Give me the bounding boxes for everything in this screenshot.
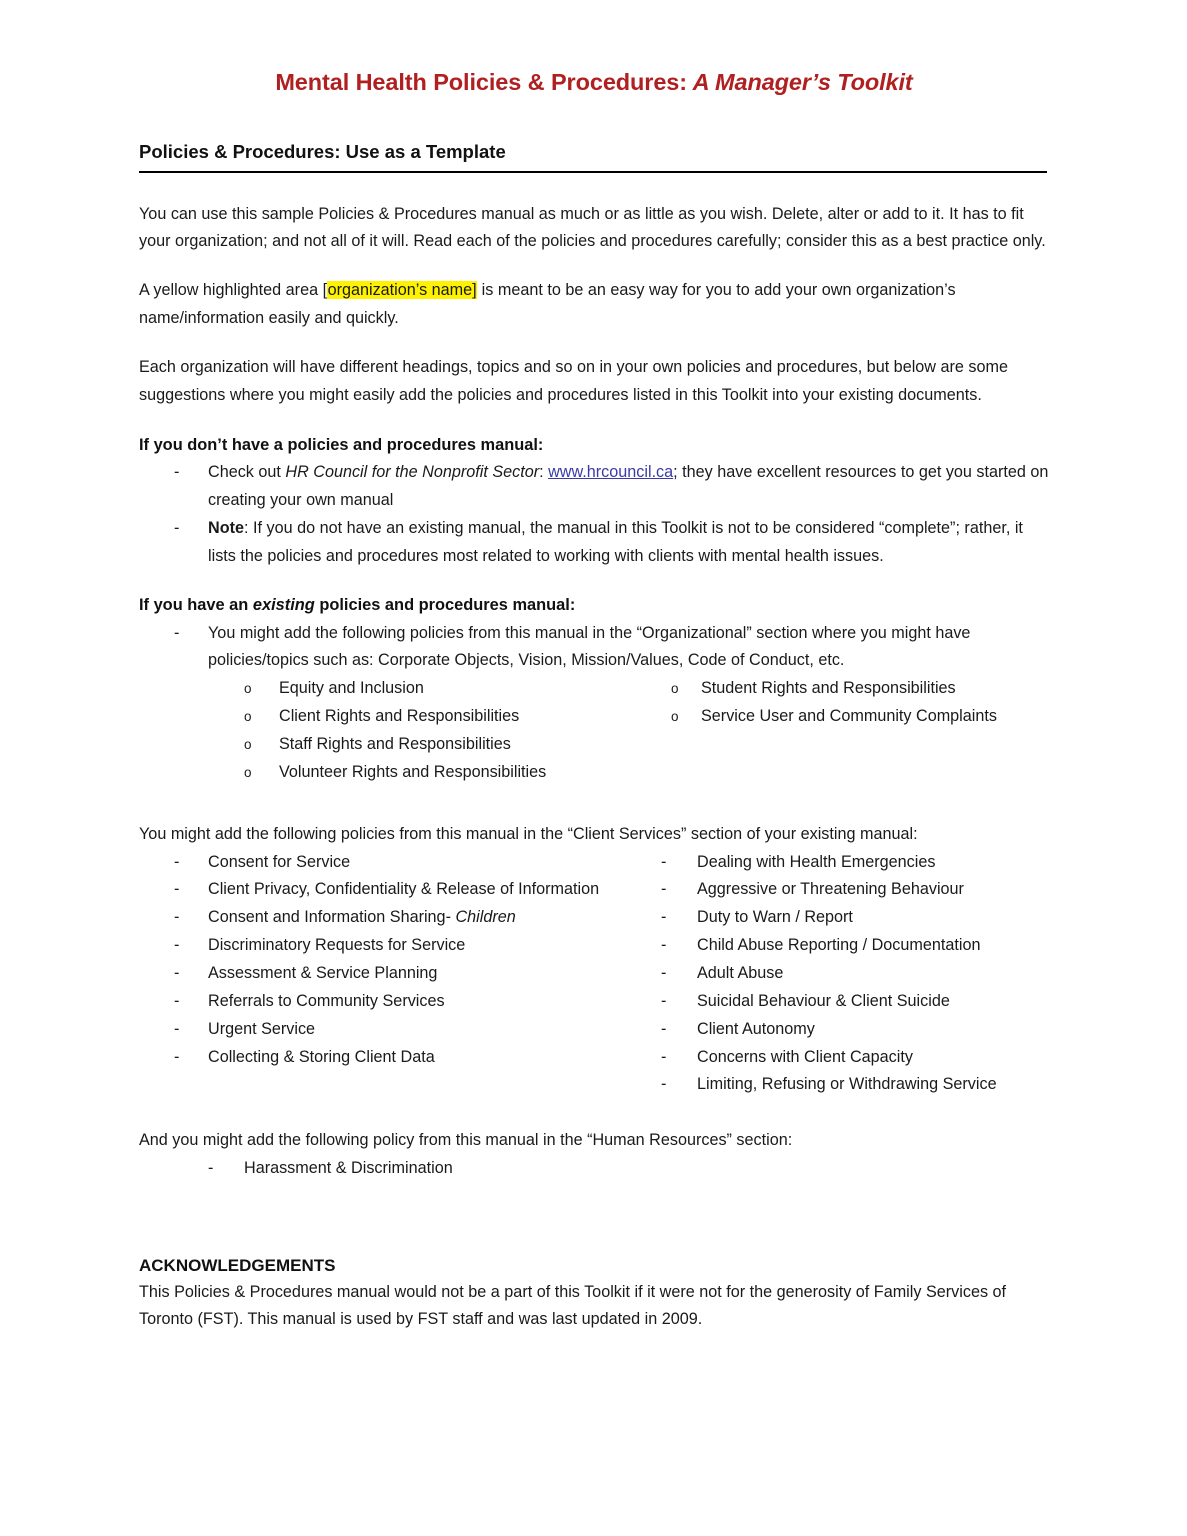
list-item-text: Concerns with Client Capacity (697, 1047, 913, 1066)
list-item-text: Equity and Inclusion (279, 679, 424, 698)
list-item-text: Client Privacy, Confidentiality & Release of Information (208, 880, 600, 899)
human-resources-intro: And you might add the following policy from this manual in the “Human Resources” section: (139, 1131, 793, 1150)
heading-text-after: policies and procedures manual: (314, 596, 576, 615)
list-item-text: Harassment & Discrimination (244, 1159, 453, 1178)
heading-existing-manual (139, 591, 1049, 619)
note-text: : If you do not have an existing manual, the manual in this Toolkit is not to be considered “complete”; rather, it lists the policies and procedures most related to working with clients with mental health issues. (208, 518, 1023, 565)
dash-bullet-icon: - (174, 936, 180, 955)
circle-bullet-icon: o (244, 764, 252, 780)
list-item-text: Child Abuse Reporting / Documentation (697, 936, 981, 955)
list-item (639, 849, 1047, 877)
dash-bullet-icon: - (661, 936, 667, 955)
spacer (139, 256, 1049, 277)
list-item (139, 960, 639, 988)
list-item (139, 1155, 1049, 1183)
list-item (139, 988, 639, 1016)
list-item (639, 988, 1047, 1016)
intro-paragraph-3: Each organization will have different headings, topics and so on in your own policies and procedures, but below are some suggestions where you might easily add the policies and procedures listed in this Toolkit into your existing documents. (139, 358, 1008, 404)
dash-bullet-icon: - (174, 1019, 180, 1038)
spacer (139, 787, 1049, 821)
section-heading: Policies & Procedures: Use as a Template (139, 141, 1047, 172)
circle-bullet-icon: o (671, 681, 679, 697)
organizational-topics-columns (139, 675, 1047, 786)
hr-council-title: HR Council for the Nonprofit Sector (285, 462, 540, 481)
dash-bullet-icon: - (661, 908, 667, 927)
list-item-text-after: ; they have excellent resources to get you started on creating your own manual (208, 462, 1049, 509)
hrcouncil-link[interactable]: www.hrcouncil.ca (548, 462, 674, 481)
circle-bullet-icon: o (671, 709, 679, 725)
dash-bullet-icon: - (174, 852, 180, 871)
list-item-text: Staff Rights and Responsibilities (279, 735, 511, 754)
spacer (139, 570, 1049, 591)
client-services-left-column (139, 849, 639, 1100)
dash-bullet-icon: - (174, 964, 180, 983)
list-item-text: Suicidal Behaviour & Client Suicide (697, 991, 950, 1010)
client-services-columns (139, 849, 1047, 1100)
highlight-suffix-text: is meant to be an easy way for you to add your own organization’s name/information easily and quickly. (139, 281, 956, 328)
circle-bullet-icon: o (244, 709, 252, 725)
list-item-text: Assessment & Service Planning (208, 964, 438, 983)
organization-name-highlight: organization’s name] (327, 281, 477, 300)
list-item-text: Discriminatory Requests for Service (208, 936, 466, 955)
list-item (139, 876, 639, 904)
list-item (639, 932, 1047, 960)
list-item-text-italic: Children (455, 908, 516, 927)
organizational-topics-left-column (139, 675, 639, 786)
dash-bullet-icon: - (208, 1159, 214, 1178)
dash-bullet-icon: - (174, 991, 180, 1010)
list-item (639, 1044, 1047, 1072)
list-item-text: Student Rights and Responsibilities (701, 679, 956, 698)
list-item (639, 904, 1047, 932)
dash-bullet-icon: - (174, 623, 180, 642)
spacer (139, 333, 1049, 354)
list-item (139, 1016, 639, 1044)
dash-bullet-icon: - (174, 908, 180, 927)
highlight-prefix-text: A yellow highlighted area [ (139, 281, 328, 300)
dash-bullet-icon: - (174, 880, 180, 899)
list-item-text: Consent for Service (208, 852, 351, 871)
list-item (639, 675, 1047, 703)
client-services-right-list (639, 849, 1047, 1100)
intro-paragraph-2 (139, 277, 1049, 333)
acknowledgements-body: This Policies & Procedures manual would not be a part of this Toolkit if it were not for the generosity of Family Services of Toronto (FST). This manual is used by FST staff and was last updated in 2009. (139, 1282, 1007, 1329)
existing-manual-list (139, 620, 1049, 676)
spacer (139, 1183, 1049, 1253)
list-item-text-mid: : (539, 462, 549, 481)
dash-bullet-icon: - (661, 1019, 667, 1038)
dash-bullet-icon: - (661, 991, 667, 1010)
list-item (139, 459, 1049, 515)
list-item-text: Duty to Warn / Report (697, 908, 853, 927)
heading-text-italic: existing (252, 596, 315, 615)
acknowledgements-heading: ACKNOWLEDGEMENTS (139, 1256, 336, 1276)
list-item-text: Referrals to Community Services (208, 991, 445, 1010)
client-services-left-list (139, 849, 639, 1072)
spacer (139, 173, 1049, 201)
list-item (139, 932, 639, 960)
page-title-subtitle: A Manager’s Toolkit (687, 69, 913, 95)
dash-bullet-icon: - (661, 880, 667, 899)
dash-bullet-icon: - (174, 1047, 180, 1066)
list-item (639, 960, 1047, 988)
list-item (639, 703, 1047, 731)
list-item (139, 759, 639, 787)
circle-bullet-icon: o (244, 737, 252, 753)
organizational-topics-right-column (639, 675, 1047, 786)
list-item-text: Urgent Service (208, 1019, 316, 1038)
client-services-right-column (639, 849, 1047, 1100)
note-label: Note (208, 518, 244, 537)
heading-no-manual: If you don’t have a policies and procedures manual: (139, 435, 544, 454)
list-item-text: Dealing with Health Emergencies (697, 852, 936, 871)
list-item-text: You might add the following policies from this manual in the “Organizational” section where you might have policies/topics such as: Corporate Objects, Vision, Mission/Values, Code of Conduct, etc. (208, 623, 971, 670)
list-item (139, 731, 639, 759)
list-item-text-before: Check out (208, 462, 286, 481)
page-title (139, 0, 1049, 97)
dash-bullet-icon: - (174, 462, 180, 481)
list-item (639, 1016, 1047, 1044)
list-item-text: Volunteer Rights and Responsibilities (279, 762, 547, 781)
list-item (139, 849, 639, 877)
list-item (139, 620, 1049, 676)
dash-bullet-icon: - (661, 1047, 667, 1066)
human-resources-list (139, 1155, 1049, 1183)
dash-bullet-icon: - (661, 852, 667, 871)
list-item-text: Client Autonomy (697, 1019, 815, 1038)
dash-bullet-icon: - (661, 964, 667, 983)
no-manual-list (139, 459, 1049, 570)
dash-bullet-icon: - (174, 518, 180, 537)
list-item-text: Aggressive or Threatening Behaviour (697, 880, 964, 899)
list-item (139, 904, 639, 932)
list-item-text: Limiting, Refusing or Withdrawing Service (697, 1075, 997, 1094)
list-item-text: Collecting & Storing Client Data (208, 1047, 435, 1066)
organizational-topics-right-list (639, 675, 1047, 731)
list-item-text: Service User and Community Complaints (701, 707, 997, 726)
client-services-intro: You might add the following policies from this manual in the “Client Services” section of your existing manual: (139, 824, 918, 843)
document-content (139, 0, 1049, 1334)
intro-paragraph-1: You can use this sample Policies & Procedures manual as much or as little as you wish. Delete, alter or add to it. It has to fit your organization; and not all of it will. Read each of the policies and procedures carefully; consider this as a best practice only. (139, 204, 1046, 251)
circle-bullet-icon: o (244, 681, 252, 697)
heading-text-before: If you have an (139, 596, 253, 615)
list-item-text: Consent and Information Sharing- (208, 908, 456, 927)
spacer (139, 410, 1049, 431)
list-item-text: Client Rights and Responsibilities (279, 707, 520, 726)
list-item (139, 703, 639, 731)
organizational-topics-left-list (139, 675, 639, 786)
list-item-text: Adult Abuse (697, 964, 784, 983)
list-item (139, 515, 1049, 571)
page-title-main: Mental Health Policies & Procedures: (275, 69, 688, 95)
list-item (639, 1071, 1047, 1099)
dash-bullet-icon: - (661, 1075, 667, 1094)
list-item (139, 1044, 639, 1072)
spacer (139, 1099, 1049, 1127)
list-item (139, 675, 639, 703)
list-item (639, 876, 1047, 904)
